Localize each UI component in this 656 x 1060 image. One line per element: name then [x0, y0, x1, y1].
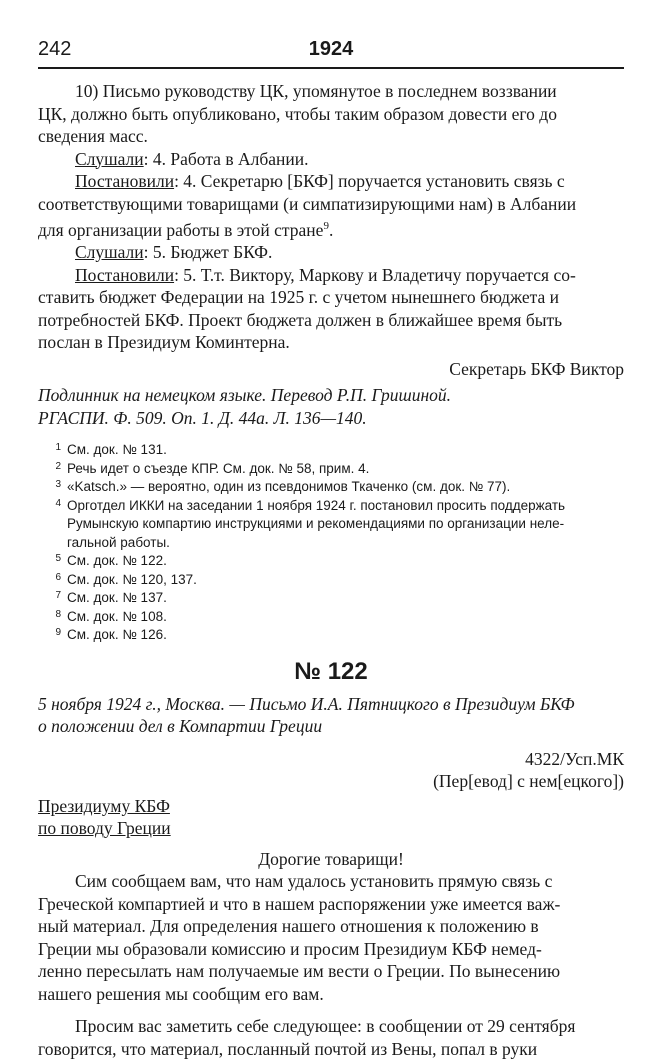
footnote-item: 6 См. док. № 120, 137.	[55, 571, 197, 587]
footnote-item: 2 Речь идет о съезде КПР. См. док. № 58, прим. 4.	[55, 460, 370, 476]
signature: Секретарь БКФ Виктор	[449, 358, 624, 379]
heard-label: Слушали	[75, 242, 144, 263]
registration-note: 4322/Усп.МК (Пер[евод] с нем[ецкого])	[433, 748, 624, 792]
resolved-5: Постановили: 5. Т.т. Виктору, Маркову и Владетичу поручается со- ставить бюджет Федерации на 1925 г. с учетом нынешнего бюджета и потребностей БКФ. Проект бюджета должен в ближайшее время быть послан в Президиум Коминтерна.	[38, 264, 576, 353]
footnote-item: 9 См. док. № 126.	[55, 627, 167, 643]
document-page	[38, 0, 624, 1057]
footnote-item: 4 Орготдел ИККИ на заседании 1 ноября 1924 г. постановил просить поддержать Румынскую компартию инструкциями и рекомендациями по организации неле- гальной работы.	[55, 497, 566, 550]
footnote-item: 3 «Katsch.» — вероятно, один из псевдонимов Ткаченко (см. док. № 77).	[55, 479, 511, 495]
document-number: № 122	[294, 657, 368, 685]
resolved-4: Постановили: 4. Секретарю [БКФ] поручается установить связь с соответствующими товарищами (и симпатизирующими нам) в Албании для организации работы в этой стране$^9$.	[38, 171, 577, 240]
header-rule	[38, 67, 624, 69]
running-head-year: 1924	[308, 38, 354, 60]
document-title: 5 ноября 1924 г., Москва. — Письмо И.А. Пятницкого в Президиум БКФ о положении дел в Компартии Греции	[38, 693, 575, 737]
footnote-ref-9: 9	[323, 220, 329, 232]
letter-paragraph-2: Просим вас заметить себе следующее: в сообщении от 29 сентября говорится, что материал, посланный почтой из Вены, попал в руки	[38, 1016, 576, 1059]
item-10-paragraph: 10) Письмо руководству ЦК, упомянутое в последнем воззвании ЦК, должно быть опубликовано, чтобы таким образом довести его до сведения масс.	[38, 81, 557, 146]
footnotes	[38, 441, 624, 645]
page-header	[38, 38, 624, 64]
source-note: Подлинник на немецком языке. Перевод Р.П. Гришиной. РГАСПИ. Ф. 509. Оп. 1. Д. 44а. Л. 136—140.	[38, 385, 452, 428]
addressee: Президиуму КБФ по поводу Греции	[38, 795, 171, 839]
footnote-item: 8 См. док. № 108.	[55, 608, 167, 624]
page-number: 242	[38, 38, 72, 60]
greeting: Дорогие товарищи!	[258, 848, 404, 869]
heard-label: Слушали	[75, 148, 144, 169]
resolved-label: Постановили	[75, 171, 175, 191]
resolved-label: Постановили	[75, 264, 175, 285]
page-body	[38, 80, 624, 1060]
footnote-item: 7 См. док. № 137.	[55, 590, 167, 606]
letter-paragraph-1: Сим сообщаем вам, что нам удалось установить прямую связь с Греческой компартией и что в нашем распоряжении уже имеется важ- ный материал. Для определения нашего отношения к положению в Греции мы образовали комиссию и просим Президиум КБФ немед- ленно пересылать нам получаемые им вести о Греции. По вынесению нашего решения мы сообщим его вам.	[38, 871, 561, 1004]
heard-4: Слушали: 4. Работа в Албании.	[75, 148, 309, 169]
footnote-item: 1 См. док. № 131.	[55, 442, 167, 458]
heard-5: Слушали: 5. Бюджет БКФ.	[75, 242, 273, 263]
footnote-item: 5 См. док. № 122.	[55, 553, 167, 569]
